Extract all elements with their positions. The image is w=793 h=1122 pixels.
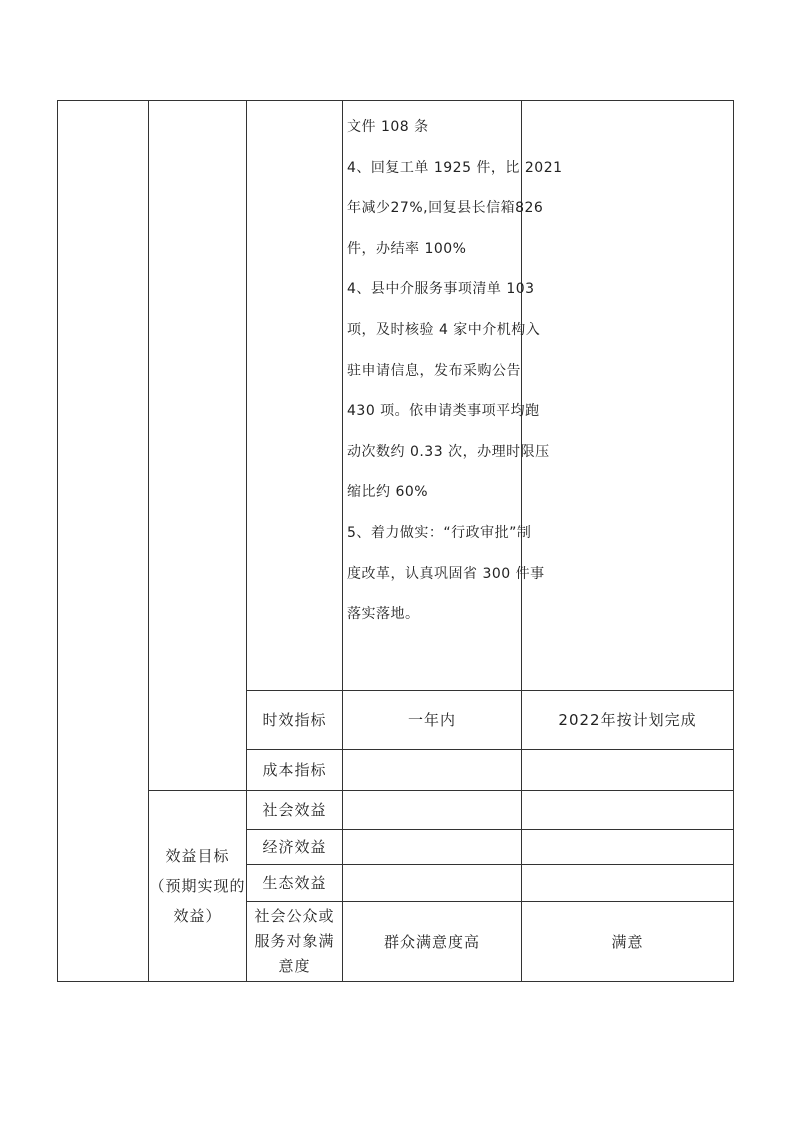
cost-indicator-label: 成本指标 [262,761,327,779]
narrative-line: 430 项。依申请类事项平均跑 [347,403,540,420]
narrative-line: 件，办结率 100% [347,240,467,257]
satisfaction-actual: 满意 [611,932,644,951]
narrative-line: 4、县中介服务事项清单 103 [347,281,535,298]
benefit-label-line: 效益） [173,907,222,925]
social-benefit-target [343,791,521,829]
narrative-line: 动次数约 0.33 次，办理时限压 [347,443,550,460]
ecological-benefit-actual [522,865,733,901]
narrative-line: 驻申请信息，发布采购公告 [347,362,521,379]
narrative-line: 落实落地。 [347,606,420,623]
narrative-line: 年减少27%,回复县长信箱826 [347,200,544,217]
economic-benefit-target [343,830,521,864]
timeliness-indicator-label: 时效指标 [262,711,327,729]
table-border-left [57,100,58,982]
timeliness-actual: 2022年按计划完成 [558,711,697,729]
economic-benefit-actual [522,830,733,864]
social-benefit-label: 社会效益 [262,801,327,819]
completion-narrative [347,107,563,635]
satisfaction-indicator-label [247,902,342,981]
timeliness-target: 一年内 [407,711,456,729]
table-border-bottom [57,981,734,982]
narrative-line: 缩比约 60% [347,484,429,501]
economic-benefit-label: 经济效益 [262,838,327,856]
benefit-label-line: 效益目标 [165,847,230,865]
narrative-line: 文件 108 条 [347,119,429,135]
ecological-benefit-label: 生态效益 [262,874,327,892]
table-border-top [57,100,734,101]
social-benefit-actual [522,791,733,829]
benefit-goal-label [149,791,246,981]
narrative-line: 度改革，认真巩固省 300 件事 [347,565,545,582]
cost-actual [522,750,733,790]
satisfaction-target: 群众满意度高 [383,932,480,951]
satisfaction-label-line: 服务对象满 [254,932,335,950]
ecological-benefit-target [343,865,521,901]
table-border-right [733,100,734,982]
narrative-line: 项，及时核验 4 家中介机构入 [347,321,541,338]
benefit-label-line: （预期实现的 [149,877,246,895]
satisfaction-label-line: 意度 [278,957,311,975]
cost-target [343,750,521,790]
satisfaction-label-line: 社会公众或 [254,907,335,925]
narrative-line: 5、着力做实：“行政审批”制 [347,524,532,541]
narrative-line: 4、回复工单 1925 件，比 2021 [347,159,563,176]
